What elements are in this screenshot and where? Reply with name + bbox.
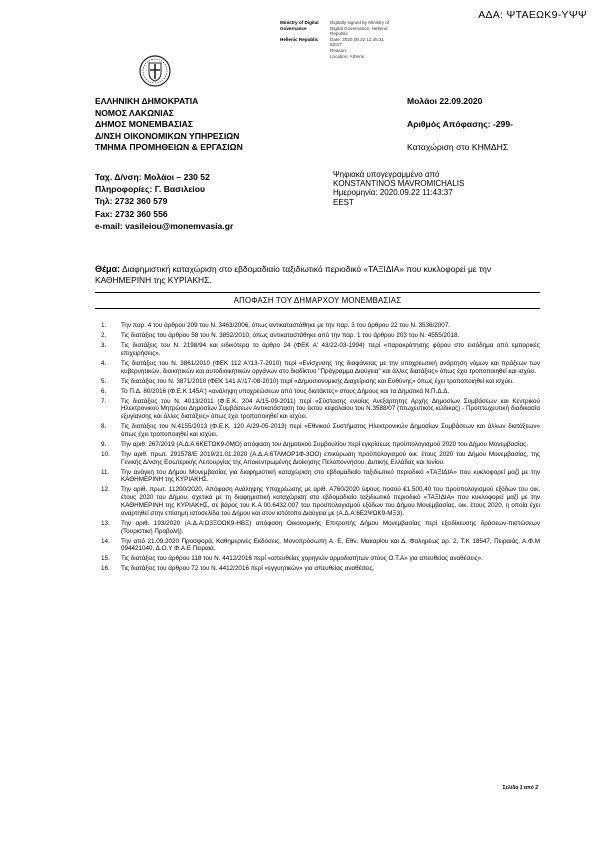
list-item-number: 12. bbox=[101, 486, 110, 494]
list-item-text: Τις διατάξεις του Ν. 3871/2010 (ΦΕΚ 141 Α'/17-08-2010) περί «Δημοσιονομικής Διαχείρισης και Ευθύνης» όπως έχει τροποποιηθεί και ισχύει. bbox=[121, 377, 514, 385]
esignature-line: KONSTANTINOS MAVROMICHALIS bbox=[333, 179, 465, 189]
list-item-number: 2. bbox=[101, 331, 107, 339]
header-line: ΕΛΛΗΝΙΚΗ ΔΗΜΟΚΡΑΤΙΑ bbox=[95, 96, 199, 106]
list-item bbox=[95, 378, 540, 386]
list-item-number: 4. bbox=[101, 359, 107, 367]
signature-value: Digitally signed by Ministry of bbox=[330, 20, 390, 25]
list-item-text: Την παρ. 4 του άρθρου 209 του Ν. 3463/2006, όπως αντικαταστάθηκε με την παρ. 3 του άρθρου 22 του Ν. 3536/2007. bbox=[121, 322, 450, 329]
considerations-list bbox=[95, 322, 540, 575]
address-line: Πληροφορίες: Γ. Βασιλείου bbox=[95, 184, 205, 195]
list-item bbox=[95, 332, 540, 340]
signature-value: Date: 2020.09.22 11:45:31 EEST bbox=[330, 36, 385, 48]
list-item bbox=[95, 538, 540, 554]
list-item-number: 3. bbox=[101, 341, 107, 349]
page-footer: Σελίδα 1 από 2 bbox=[502, 785, 538, 791]
address-line: Ταχ. Δ/νση: Μολάοι – 230 52 bbox=[95, 172, 210, 182]
address-line: Fax: 2732 360 556 bbox=[95, 208, 168, 219]
list-item-text: Το Π.Δ. 80/2016 (Φ.Ε.Κ 145Α') «ανάληψη υποχρεώσεων από τους διατάκτες» στους Δήμους και τα Δημοτικά Ν.Π.Δ.Δ. bbox=[121, 387, 450, 395]
greek-emblem-icon bbox=[138, 54, 172, 88]
list-item-text: Τις διατάξεις του Ν. 4013/2011 (Φ.Ε.Κ. 204 Α/15-09-2011) περί «Σύστασης ενιαίας Ανεξάρτητης Αρχής Δημοσίων Συμβάσεων και Κεντρικού Ηλεκτρονικού Μητρώου Δημοσίων Συμβάσεων Αντικατάσταση του έκτου κεφαλαίου του Ν.3588/07 (πτωχευτικός κώδικας) - Προπτωχευτική διαδικασία εξυγίανσης και άλλες διατάξεις» όπως έχει τροποποιηθεί και ισχύει. bbox=[121, 397, 540, 421]
list-item-text: Τις διατάξεις του άρθρου 118 του Ν. 4412/2016 περί «απευθείας χορηγιών αρμοδιοτήτων στους Ο.Τ.Α» για απευθείας αναθέσεις». bbox=[121, 555, 483, 563]
esignature-line: EEST bbox=[333, 197, 354, 207]
header-line: ΝΟΜΟΣ ΛΑΚΩΝΙΑΣ bbox=[95, 107, 174, 118]
decision-date: Μολάοι 22.09.2020 bbox=[407, 96, 483, 106]
list-item-number: 7. bbox=[101, 397, 107, 405]
header-right bbox=[407, 96, 513, 154]
signature-key: Ministry of Digital bbox=[280, 20, 319, 25]
list-item-text: Την αριθ. 267/2019 (Α.Δ.Α 6ΚΕΤΩΚ9-0ΜΟ) απόφαση του Δημοτικού Συμβουλίου περί εγκρίσεως προϋπολογισμού 2020 του Δήμου Μονεμβασίας. bbox=[121, 440, 528, 448]
list-item-text: Τις διατάξεις του άρθρου 72 του Ν. 4412/2016 περί «εγγυητικών» για απευθείας αναθέσεις. bbox=[121, 565, 375, 573]
header-line: ΔΗΜΟΣ ΜΟΝΕΜΒΑΣΙΑΣ bbox=[95, 119, 194, 130]
address-line: Τηλ: 2732 360 579 bbox=[95, 196, 168, 207]
subject-label: Θέμα: bbox=[95, 264, 121, 274]
digital-signature-box bbox=[280, 20, 390, 59]
list-item-number: 6. bbox=[101, 387, 107, 395]
list-item-text: Την αριθ. πρωτ. 11200/2020, Απόφαση Ανάληψης Υποχρέωσης με αριθ. Α760/2020 ύψους ποσού €1.500,40 του προϋπολογισμού εξόδων του οικ. έτους 2020 του Δήμου, σχετικά με τη διαφημιστική καταχώριση στο εβδομαδιαίο ταξιδιωτικό περιοδικό «ΤΑΞΙΔΙΑ» που κυκλοφορεί μαζί με την ΚΑΘΗΜΕΡΙΝΗ της ΚΥΡΙΑΚΗΣ, σε βάρος του Κ.Α 00.6432.007 του προϋπολογισμού εξόδων του Δήμου Μονεμβασίας, οικ. έτους 2020, η οποία έχει αναρτηθεί στην επίσημη ιστοσελίδα του Δήμου και στον ιστότοπο Διαύγεια με (Α.Δ.Α:6Ε2ΨΩΚ9-ΜΞ3). bbox=[121, 486, 540, 517]
list-item bbox=[95, 322, 540, 330]
address-line: e-mail: vasileiou@monemvasia.gr bbox=[95, 220, 234, 231]
esignature-line: Ψηφιακά υπογεγραμμένο από bbox=[333, 170, 440, 179]
list-item-text: Την αριθ. πρωτ. 291578/Ε 2019/21.01.2020 (Α.Δ.Α:6ΤΛΜΟΡ1Φ-3ΟΟ) επικύρωση προϋπολογισμού οικ. έτους 2020 του Δήμου Μονεμβασίας, της Γενικής Δ/νσης Εσωτερικής Λειτουργίας της Αποκεντρωμένης Διοίκησης Πελοποννήσου, Δυτικής Ελλάδας και Ιονίου. bbox=[121, 450, 540, 466]
signature-line bbox=[280, 54, 390, 60]
list-item-number: 5. bbox=[101, 377, 107, 385]
list-item bbox=[95, 451, 540, 467]
list-item-number: 9. bbox=[101, 440, 107, 448]
ada-code: ΑΔΑ: ΨΤΑΕΩΚ9-ΥΨΨ bbox=[478, 9, 587, 21]
subject bbox=[95, 264, 540, 285]
contact-address bbox=[95, 171, 233, 232]
list-item bbox=[95, 342, 540, 358]
list-item-text: Τις διατάξεις του Ν.4155/2013 (Φ.Ε.Κ. 120 Α/29-05-2013) περί «Εθνικού Συστήματος Ηλεκτρονικών Δημοσίων Συμβάσεων και άλλων διατάξεων» όπως έχει τροποποιηθεί και ισχύει. bbox=[121, 423, 540, 438]
signature-line bbox=[280, 37, 390, 48]
subject-text: Διαφημιστική καταχώριση στο εβδομαδιαίο ταξιδιωτικό περιοδικό «ΤΑΞΙΔΙΑ» που κυκλοφορεί με την ΚΑΘΗΜΕΡΙΝΗ της ΚΥΡΙΑΚΗΣ. bbox=[95, 264, 492, 285]
signature-value: Reason: bbox=[330, 47, 348, 53]
list-item bbox=[95, 360, 540, 376]
list-item bbox=[95, 520, 540, 536]
list-item-number: 13. bbox=[101, 519, 110, 527]
list-item bbox=[95, 398, 540, 421]
list-item bbox=[95, 423, 540, 439]
list-item-text: Την αριθ. 193/2020 (Α.Δ.Α:Ω3ΞΟΩΚ9-ΗΒΞ) απόφαση Οικονομικής Επιτροπής Δήμου Μονεμβασίας περί εξειδίκευσης δράσεων-πιστώσεων (Τουριστική Προβολή). bbox=[121, 519, 540, 535]
list-item bbox=[95, 388, 540, 396]
list-item bbox=[95, 565, 540, 573]
list-item-text: Την από 21.09.2020 Προσφορά, Καθημερινές Εκδόσεις, Μονοπρόσωπη Α. Ε, Εθν. Μακαρίου και Δ. Φαληρέως αρ. 2, Τ.Κ 18547, Πειραιάς, Α.Φ.Μ 094421040, Δ.Ο.Υ Φ.Α.Ε Πειραιά. bbox=[121, 537, 540, 553]
signature-line bbox=[280, 26, 390, 37]
list-item-number: 8. bbox=[101, 423, 107, 431]
header-line: ΤΜΗΜΑ ΠΡΟΜΗΘΕΙΩΝ & ΕΡΓΑΣΙΩΝ bbox=[95, 142, 243, 153]
header-left bbox=[95, 96, 243, 154]
list-item bbox=[95, 469, 540, 485]
decision-number: Αριθμός Απόφασης: -299- bbox=[407, 119, 513, 130]
list-item-text: Την ανάγκη του Δήμου Μονεμβασίας για διαφημιστική καταχώριση στο εβδομαδιαίο ταξιδιωτικό περιοδικό «ΤΑΞΙΔΙΑ» που κυκλοφορεί μαζί με την ΚΑΘΗΜΕΡΙΝΗ της ΚΥΡΙΑΚΗΣ. bbox=[121, 468, 540, 484]
signature-value: Location: Athens bbox=[330, 53, 364, 59]
list-item bbox=[95, 486, 540, 517]
list-item bbox=[95, 555, 540, 563]
decision-title: ΑΠΟΦΑΣΗ ΤΟΥ ΔΗΜΑΡΧΟΥ ΜΟΝΕΜΒΑΣΙΑΣ bbox=[95, 292, 540, 309]
signature-key bbox=[280, 54, 330, 60]
list-item-number: 14. bbox=[101, 537, 110, 545]
list-item-number: 1. bbox=[101, 322, 107, 329]
list-item-text: Τις διατάξεις του Ν. 2198/94 και ειδικότερα το άρθρο 24 (ΦΕΚ Α' 43/22-03-1994) περί «παρακράτησης φόρου στο εισόδημα από εμπορικές επιχειρήσεις». bbox=[121, 341, 540, 357]
list-item-number: 16. bbox=[101, 565, 110, 573]
signature-key: Hellenic Republic bbox=[280, 36, 319, 42]
list-item-text: Τις διατάξεις του άρθρου 58 του Ν. 3852/2010, όπως αντικαταστάθηκε από την παρ. 1 του άρθρου 203 του Ν. 4555/2018. bbox=[121, 331, 460, 339]
list-item bbox=[95, 441, 540, 449]
header-line: Δ/ΝΣΗ ΟΙΚΟΝΟΜΙΚΩΝ ΥΠΗΡΕΣΙΩΝ bbox=[95, 130, 240, 141]
esignature-line: Ημερομηνία: 2020.09.22 11:43:37 bbox=[333, 188, 453, 198]
signature-key: Governance bbox=[280, 25, 307, 31]
signature-value: Digital Governance, Hellenic Republic bbox=[330, 25, 388, 37]
list-item-text: Τις διατάξεις του Ν. 3861/2010 (ΦΕΚ 112 Α'/13-7-2010) περί «Ενίσχυσης της διαφάνειας με την υποχρεωτική ανάρτηση νόμων και πράξεων των κυβερνητικών, διοικητικών και αυτοδιοικητικών οργάνων στο διαδίκτυο "Πρόγραμμα Διαύγεια" και άλλες διατάξεις» όπως έχει τροποποιηθεί και ισχύει. bbox=[121, 359, 540, 375]
list-item-number: 15. bbox=[101, 555, 110, 563]
registry-note: Καταχώριση στο ΚΗΜΔΗΣ bbox=[407, 142, 509, 153]
electronic-signature bbox=[333, 170, 464, 207]
list-item-number: 10. bbox=[101, 450, 110, 458]
list-item-number: 11. bbox=[101, 468, 110, 476]
